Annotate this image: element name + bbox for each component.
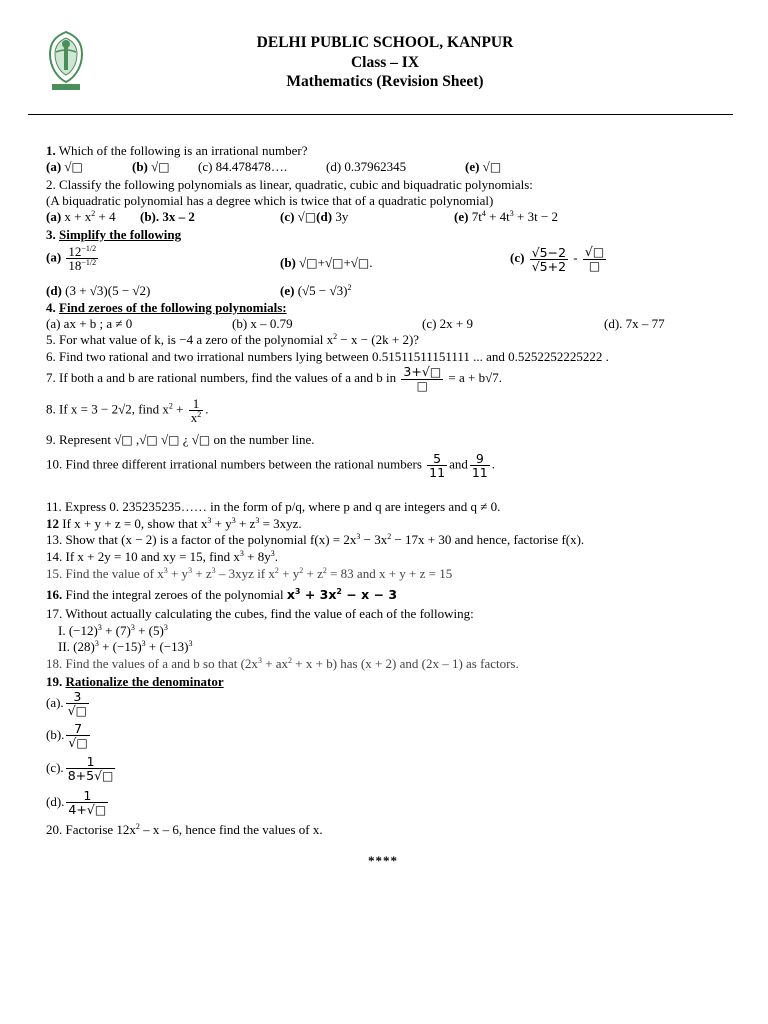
q3-part-c: (c) $\frac{√5-2}{√5+2}$ - √□ □ [510,244,605,274]
q18-text: 18. Find the values of a and b so that $(2x^3 + ax^2 + x + b)$ has (x + 2) and (2x – 1) as factors. [46,656,519,671]
q4-option-c: (c) 2x + 9 [422,316,474,331]
q19-part-d: (d). $\frac{1}{4+√□}$ [46,788,107,817]
q2-option-c: (c) √□(d) 3y [280,209,349,224]
q19-part-a: (a). 3 √□ [46,689,87,718]
q8-text: 8. If x = 3 − 2√2, find $x^2$ + $\frac{1}{x^2}$ . [46,396,209,425]
q2-text: 2. Classify the following polynomials as linear, quadratic, cubic and biquadratic polynomials: [46,177,533,192]
q5-text: 5. For what value of k, is −4 a zero of the polynomial $x^2 - x - (2k + 2)$? [46,332,420,347]
q11-text: 11. Express 0. 235235235…… in the form of p/q, where p and q are integers and q ≠ 0. [46,499,501,514]
q1-text: 1. Which of the following is an irrational number? [46,143,308,158]
sheet-title: Mathematics (Revision Sheet) [286,73,484,90]
q3-title: 3. Simplify the following [46,227,182,242]
q4-title: 4. Find zeroes of the following polynomials: [46,300,287,315]
q2-option-a: (a) $x + x^2 + 4$ [46,209,116,224]
q17-part-i: I. $(-12)^3 + (7)^3 + (5)^3$ [58,623,168,638]
q3-part-d: (d) (3 + √3)(5 − √2) [46,283,151,298]
q2-option-b: (b). 3x – 2 [140,209,195,224]
q19-title: 19. Rationalize the denominator [46,674,224,689]
q1-option-c: (c) 84.478478…. [198,159,288,174]
q4-option-a: (a) ax + b ; a ≠ 0 [46,316,133,331]
q17-part-ii: II. $(28)^3 + (-15)^3 + (-13)^3$ [58,639,193,654]
school-logo-icon [46,30,86,92]
q17-text: 17. Without actually calculating the cubes, find the value of each of the following: [46,606,474,621]
q3-part-e: (e) $(√5 - √3)^2$ [280,283,352,298]
q1-option-e: (e) √□ [465,159,502,174]
q9-text: 9. Represent √□ ,√□ √□ ¿ √□ on the number line. [46,432,315,447]
header-rule [28,114,733,115]
q10-text: 10. Find three different irrational numbers between the rational numbers $\frac{5}{11}$ and $\frac{9}{11}$ . [46,451,496,480]
q14-text: 14. If x + 2y = 10 and xy = 15, find $x^3 + 8y^3$. [46,549,278,564]
q7-text: 7. If both a and b are rational numbers, find the values of a and b in 3+√□ □ = a + b√7. [46,364,502,393]
q19-part-b: (b). 7 √□ [46,721,88,750]
q19-part-c: (c). $\frac{1}{8+5√□}$ [46,754,114,783]
q15-text: 15. Find the value of $x^3 + y^3 + z^3 - 3xyz$ if $x^2 + y^2 + z^2 = 83$ and x + y + z = 15 [46,566,453,581]
q20-text: 20. Factorise $12x^2$ – x – 6, hence find the values of x. [46,822,323,837]
q1-option-a: (a) √□ [46,159,83,174]
q4-option-d: (d). 7x – 77 [604,316,665,331]
q1-option-d: (d) 0.37962345 [326,159,407,174]
q3-part-b: (b) √□+√□+√□. [280,255,373,270]
school-name: DELHI PUBLIC SCHOOL, KANPUR [256,34,514,51]
q2-option-e: (e) $7t^4 + 4t^3 + 3t - 2$ [454,209,559,224]
class-label: Class – IX [350,54,420,71]
q2-note: (A biquadratic polynomial has a degree which is twice that of a quadratic polynomial) [46,193,494,208]
q16-text: 16. Find the integral zeroes of the polynomial $x^3 + 3x^2 - x - 3$ [46,587,398,602]
q12-text: 12 If x + y + z = 0, show that $x^3 + y^3 + z^3 = 3xyz$. [46,516,302,531]
q13-text: 13. Show that (x − 2) is a factor of the polynomial $f(x) = 2x^3 - 3x^2 - 17x + 30$ and hence, factorise f(x). [46,532,585,547]
q6-text: 6. Find two rational and two irrational numbers lying between 0.51511511151111 ... and 0.5252252225222 . [46,349,609,364]
q1-option-b: (b) √□ [132,159,170,174]
q4-option-b: (b) x – 0.79 [232,316,293,331]
end-marker: **** [368,853,398,868]
q3-part-a: (a) $\frac{12^{-1/2}}{18^{-1/2}}$ [46,244,97,273]
